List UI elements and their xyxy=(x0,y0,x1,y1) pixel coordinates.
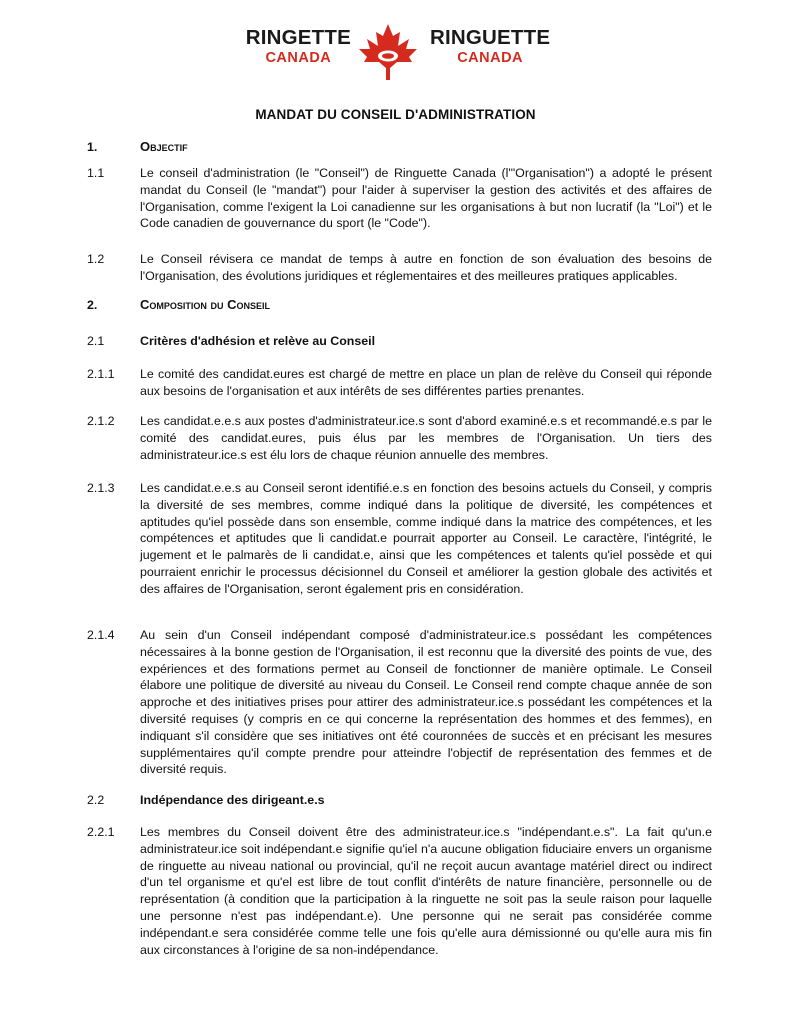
clause-number: 2.1.4 xyxy=(87,628,115,642)
clause-text: Le comité des candidat.eures est chargé de mettre en place un plan de relève du Conseil qui réponde aux besoins de l'organisation et aux intérêts de ses différentes parties prenantes. xyxy=(140,367,712,398)
section-title: Composition du Conseil xyxy=(140,297,271,312)
subsection-title: Indépendance des dirigeant.e.s xyxy=(140,793,325,807)
logo-english-sub: CANADA xyxy=(265,49,332,66)
logo-english xyxy=(246,28,351,65)
section-number: 1. xyxy=(87,140,98,154)
logo-french-word: RINGUETTE xyxy=(430,26,551,49)
clause-number: 1.1 xyxy=(87,166,105,180)
clause-text: Les membres du Conseil doivent être des administrateur.ice.s "indépendant.e.s". La fait qu'un.e administrateur.ice soit indépendant.e signifie qu'iel n'a aucune obligation fiduciaire envers un organisme de ringuette au niveau national ou provincial, qu'il ne reçoit aucun avantage matériel direct ou indirect d'un tel organisme et qu'el est libre de tout conflit d'intérêts de nature financière, personnelle ou de représentation (à condition que la participation à la ringuette ne soit pas la seule raison pour laquelle une personne n'est pas indépendant.e). Une personne qui ne serait pas considérée comme indépendant.e sera considérée comme telle une fois qu'elle aura démissionné ou qu'elle aura mis fin aux circonstances à l'origine de sa non-indépendance. xyxy=(140,825,712,957)
clause-number: 1.2 xyxy=(87,252,105,266)
logo-french-sub: CANADA xyxy=(457,49,524,66)
subsection-title: Critères d'adhésion et relève au Conseil xyxy=(140,334,376,348)
logo-english-word: RINGETTE xyxy=(245,26,351,49)
clause-number: 2.2.1 xyxy=(87,825,115,839)
subsection-number: 2.2 xyxy=(87,793,105,807)
section-number: 2. xyxy=(87,298,98,312)
logo-french xyxy=(430,28,550,65)
clause-text: Au sein d'un Conseil indépendant composé d'administrateur.ice.s possédant les compétences nécessaires à la bonne gestion de l'Organisation, il est reconnu que la diversité des points de vue, des expériences et des formations permet au Conseil de fonctionner de manière optimale. Le Conseil élabore une politique de diversité au niveau du Conseil. Le Conseil rend compte chaque année de son approche et des initiatives prises pour attirer des administrateur.ice.s possédant les compétences et la diversité requises (y compris en ce qui concerne la représentation des hommes et des femmes), en indiquant s'il considère que ses initiatives ont été couronnées de succès et en précisant les mesures supplémentaires qu'il compte prendre pour atteindre l'objectif de représentation des femmes et de diversité requis. xyxy=(140,628,712,777)
clause-text: Le Conseil révisera ce mandat de temps à autre en fonction de son évaluation des besoins de l'Organisation, des évolutions juridiques et réglementaires et des meilleures pratiques applicables. xyxy=(140,252,712,283)
clause-text: Les candidat.e.e.s aux postes d'administrateur.ice.s sont d'abord examiné.e.s et recommandé.e.s par le comité des candidat.eures, puis élus par les membres de l'Organisation. Un tiers des administrateur.ice.s est élu lors de chaque réunion annuelle des membres. xyxy=(140,414,712,462)
document-title: MANDAT DU CONSEIL D'ADMINISTRATION xyxy=(255,107,536,122)
clause-number: 2.1.3 xyxy=(87,481,115,495)
clause-text: Le conseil d'administration (le "Conseil") de Ringuette Canada (l'"Organisation") a adopté le présent mandat du Conseil (le "mandat") pour l'aider à superviser la gestion des activités et des affaires de l'Organisation, comme l'exigent la Loi canadienne sur les organisations à but non lucratif (la "Loi") et le Code canadien de gouvernance du sport (le "Code"). xyxy=(140,166,712,231)
clause-number: 2.1.1 xyxy=(87,367,115,381)
subsection-number: 2.1 xyxy=(87,334,105,348)
clause-number: 2.1.2 xyxy=(87,414,115,428)
section-title: Objectif xyxy=(140,139,188,154)
ringette-canada-logo xyxy=(0,22,791,78)
clause-text: Les candidat.e.e.s au Conseil seront identifié.e.s en fonction des besoins actuels du Conseil, y compris la diversité de ses membres, comme indiqué dans la politique de diversité, les compétences et aptitudes qu'iel possède dans son ensemble, comme indiqué dans la matrice des compétences, et les compétences et aptitudes que li candidat.e pourrait apporter au Conseil. Le caractère, l'intégrité, le jugement et le palmarès de li candidat.e, ainsi que les compétences et talents qu'iel possède et qui pourraient enrichir le processus décisionnel du Conseil et améliorer la gestion globale des activités et des affaires de l'Organisation, seront également pris en considération. xyxy=(140,481,712,596)
maple-leaf-icon xyxy=(357,22,419,82)
